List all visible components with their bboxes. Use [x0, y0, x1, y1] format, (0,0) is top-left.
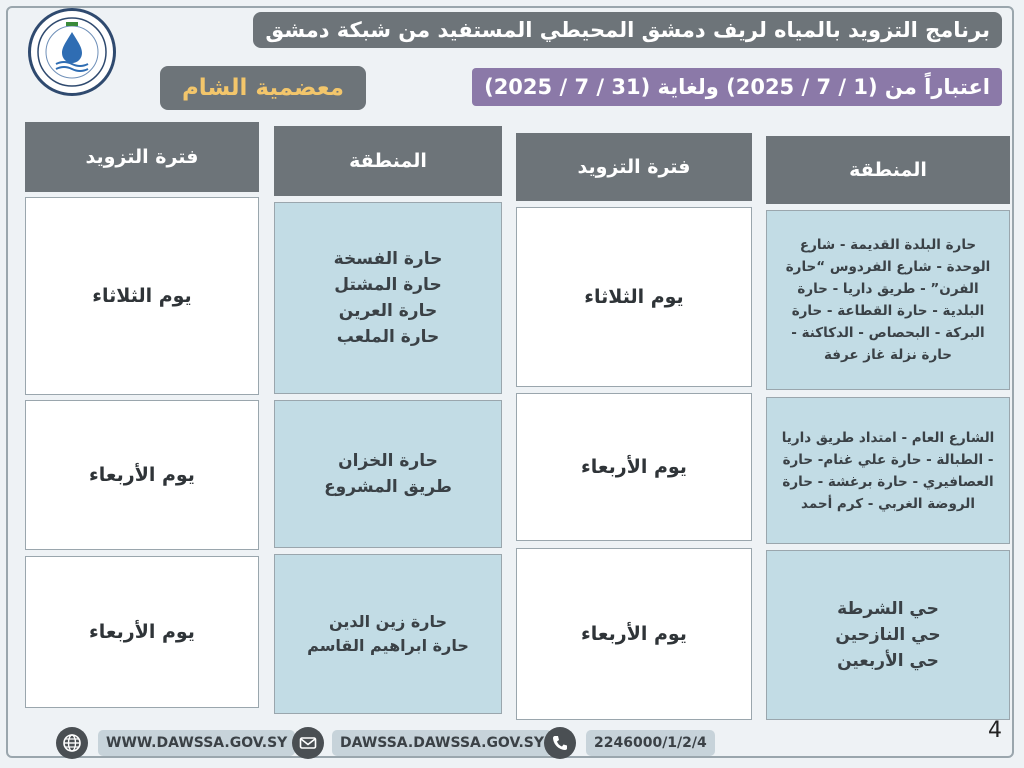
- program-title: برنامج التزويد بالمياه لريف دمشق المحيطي المستفيد من شبكة دمشق: [253, 12, 1002, 48]
- right-period-header: فترة التزويد: [516, 133, 752, 201]
- phone-icon: [544, 727, 576, 759]
- date-range: اعتباراً من (1 / 7 / 2025) ولغاية (31 / 7 / 2025): [472, 68, 1002, 106]
- right-row1-period: يوم الثلاثاء: [516, 207, 752, 387]
- water-drop-logo-icon: [32, 12, 112, 92]
- phone-number[interactable]: 2246000/1/2/4: [586, 730, 715, 756]
- left-row2-area: حارة الخزان طريق المشروع: [274, 400, 502, 548]
- left-row2-period: يوم الأربعاء: [25, 400, 259, 550]
- mail-icon: [292, 727, 324, 759]
- right-row2-period: يوم الأربعاء: [516, 393, 752, 541]
- left-row3-area: حارة زين الدين حارة ابراهيم القاسم: [274, 554, 502, 714]
- left-period-header: فترة التزويد: [25, 122, 259, 192]
- right-row1-area: حارة البلدة القديمة - شارع الوحدة - شارع الفردوس “حارة الفرن” - طريق داريا - حارة البلدية - حارة القطاعة - حارة البركة - البحصاص - الدكاكنة - حارة نزلة غاز عرفة: [766, 210, 1010, 390]
- email-link[interactable]: DAWSSA.DAWSSA.GOV.SY: [332, 730, 552, 756]
- website-link[interactable]: WWW.DAWSSA.GOV.SY: [98, 730, 295, 756]
- district-name: معضمية الشام: [160, 66, 366, 110]
- left-row1-area: حارة الفسخة حارة المشتل حارة العرين حارة الملعب: [274, 202, 502, 394]
- right-row3-period: يوم الأربعاء: [516, 548, 752, 720]
- organization-logo: [28, 8, 116, 96]
- page-number: 4: [988, 718, 1002, 743]
- right-row3-area: حي الشرطة حي النازحين حي الأربعين: [766, 550, 1010, 720]
- left-area-header: المنطقة: [274, 126, 502, 196]
- right-area-header: المنطقة: [766, 136, 1010, 204]
- right-row2-area: الشارع العام - امتداد طريق داريا - الطبالة - حارة علي غنام- حارة العصافيري - حارة برغشة - حارة الروضة الغربي - كرم أحمد: [766, 397, 1010, 544]
- left-row1-period: يوم الثلاثاء: [25, 197, 259, 395]
- globe-icon: [56, 727, 88, 759]
- left-row3-period: يوم الأربعاء: [25, 556, 259, 708]
